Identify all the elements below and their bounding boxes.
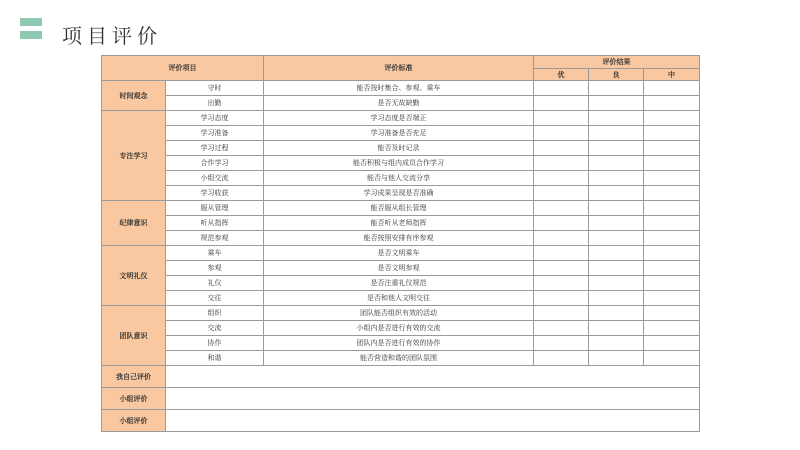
table-row [102, 111, 700, 126]
standard-cell: 能否积极与组内成员合作学习 [264, 156, 534, 171]
grade-cell-good[interactable] [589, 276, 644, 291]
grade-cell-medium[interactable] [644, 156, 700, 171]
grade-cell-good[interactable] [589, 171, 644, 186]
table-row [102, 171, 700, 186]
grade-cell-medium[interactable] [644, 201, 700, 216]
item-cell: 学习准备 [166, 126, 264, 141]
table-row [102, 276, 700, 291]
grade-cell-excellent[interactable] [534, 81, 589, 96]
grade-cell-excellent[interactable] [534, 351, 589, 366]
accent-bar [20, 31, 42, 39]
standard-cell: 是否无故缺勤 [264, 96, 534, 111]
grade-cell-excellent[interactable] [534, 201, 589, 216]
grade-cell-medium[interactable] [644, 186, 700, 201]
standard-cell: 是否文明乘车 [264, 246, 534, 261]
table-row [102, 126, 700, 141]
evaluation-row [102, 410, 700, 432]
evaluation-label: 小组评价 [102, 410, 166, 432]
category-cell: 团队意识 [102, 306, 166, 366]
grade-cell-excellent[interactable] [534, 231, 589, 246]
grade-cell-medium[interactable] [644, 336, 700, 351]
grade-cell-good[interactable] [589, 351, 644, 366]
header-grade-medium: 中 [644, 69, 700, 81]
header-item: 评价项目 [102, 56, 264, 81]
table-row [102, 261, 700, 276]
evaluation-table [101, 55, 700, 432]
item-cell: 出勤 [166, 96, 264, 111]
standard-cell: 能否与他人交流分享 [264, 171, 534, 186]
evaluation-row [102, 366, 700, 388]
item-cell: 学习过程 [166, 141, 264, 156]
standard-cell: 能否按时集合、参观、乘车 [264, 81, 534, 96]
item-cell: 学习态度 [166, 111, 264, 126]
grade-cell-excellent[interactable] [534, 306, 589, 321]
standard-cell: 是否和他人文明交往 [264, 291, 534, 306]
item-cell: 学习收获 [166, 186, 264, 201]
grade-cell-medium[interactable] [644, 231, 700, 246]
item-cell: 服从管理 [166, 201, 264, 216]
standard-cell: 团队内是否进行有效的协作 [264, 336, 534, 351]
table-row [102, 336, 700, 351]
table-row [102, 291, 700, 306]
standard-cell: 团队能否组织有效的活动 [264, 306, 534, 321]
grade-cell-medium[interactable] [644, 126, 700, 141]
grade-cell-good[interactable] [589, 81, 644, 96]
standard-cell: 能否按照安排有序参观 [264, 231, 534, 246]
grade-cell-excellent[interactable] [534, 276, 589, 291]
title-accent-bars [20, 18, 42, 52]
grade-cell-excellent[interactable] [534, 96, 589, 111]
grade-cell-excellent[interactable] [534, 126, 589, 141]
table-row [102, 96, 700, 111]
grade-cell-excellent[interactable] [534, 171, 589, 186]
grade-cell-good[interactable] [589, 291, 644, 306]
grade-cell-good[interactable] [589, 246, 644, 261]
page-title: 项目评价 [62, 24, 162, 48]
grade-cell-excellent[interactable] [534, 246, 589, 261]
grade-cell-excellent[interactable] [534, 111, 589, 126]
table-row [102, 216, 700, 231]
table-row [102, 81, 700, 96]
grade-cell-good[interactable] [589, 96, 644, 111]
grade-cell-excellent[interactable] [534, 261, 589, 276]
table-row [102, 321, 700, 336]
standard-cell: 学习成果呈现是否准确 [264, 186, 534, 201]
evaluation-label: 我自己评价 [102, 366, 166, 388]
item-cell: 守时 [166, 81, 264, 96]
grade-cell-excellent[interactable] [534, 156, 589, 171]
standard-cell: 小组内是否进行有效的交流 [264, 321, 534, 336]
header-result: 评价结果 [534, 56, 700, 69]
grade-cell-medium[interactable] [644, 291, 700, 306]
item-cell: 交流 [166, 321, 264, 336]
category-cell: 时间观念 [102, 81, 166, 111]
category-cell: 纪律意识 [102, 201, 166, 246]
table-row [102, 201, 700, 216]
grade-cell-good[interactable] [589, 156, 644, 171]
grade-cell-good[interactable] [589, 126, 644, 141]
item-cell: 参观 [166, 261, 264, 276]
grade-cell-medium[interactable] [644, 111, 700, 126]
grade-cell-medium[interactable] [644, 141, 700, 156]
table-row [102, 141, 700, 156]
evaluation-input-cell[interactable] [166, 366, 700, 388]
grade-cell-excellent[interactable] [534, 216, 589, 231]
grade-cell-excellent[interactable] [534, 336, 589, 351]
grade-cell-good[interactable] [589, 306, 644, 321]
grade-cell-medium[interactable] [644, 96, 700, 111]
table-row [102, 231, 700, 246]
item-cell: 乘车 [166, 246, 264, 261]
item-cell: 小组交流 [166, 171, 264, 186]
item-cell: 听从指挥 [166, 216, 264, 231]
table-body [102, 81, 700, 432]
grade-cell-good[interactable] [589, 186, 644, 201]
grade-cell-excellent[interactable] [534, 321, 589, 336]
grade-cell-good[interactable] [589, 231, 644, 246]
grade-cell-good[interactable] [589, 141, 644, 156]
grade-cell-excellent[interactable] [534, 141, 589, 156]
grade-cell-medium[interactable] [644, 216, 700, 231]
item-cell: 组织 [166, 306, 264, 321]
grade-cell-medium[interactable] [644, 321, 700, 336]
item-cell: 交往 [166, 291, 264, 306]
evaluation-input-cell[interactable] [166, 410, 700, 432]
header-grade-excellent: 优 [534, 69, 589, 81]
standard-cell: 是否注重礼仪规范 [264, 276, 534, 291]
evaluation-row [102, 388, 700, 410]
standard-cell: 能否营造和谐的团队氛围 [264, 351, 534, 366]
grade-cell-excellent[interactable] [534, 186, 589, 201]
category-cell: 专注学习 [102, 111, 166, 201]
grade-cell-good[interactable] [589, 261, 644, 276]
table-row [102, 306, 700, 321]
standard-cell: 能否服从组长管理 [264, 201, 534, 216]
table-row [102, 156, 700, 171]
standard-cell: 能否及时记录 [264, 141, 534, 156]
grade-cell-good[interactable] [589, 321, 644, 336]
grade-cell-medium[interactable] [644, 351, 700, 366]
standard-cell: 学习态度是否端正 [264, 111, 534, 126]
item-cell: 协作 [166, 336, 264, 351]
grade-cell-good[interactable] [589, 111, 644, 126]
item-cell: 规范参观 [166, 231, 264, 246]
header-grade-good: 良 [589, 69, 644, 81]
grade-cell-medium[interactable] [644, 261, 700, 276]
grade-cell-medium[interactable] [644, 246, 700, 261]
accent-bar [20, 18, 42, 26]
table-row [102, 351, 700, 366]
item-cell: 礼仪 [166, 276, 264, 291]
category-cell: 文明礼仪 [102, 246, 166, 306]
header-standard: 评价标准 [264, 56, 534, 81]
standard-cell: 学习准备是否充足 [264, 126, 534, 141]
standard-cell: 是否文明参观 [264, 261, 534, 276]
table-row [102, 186, 700, 201]
evaluation-input-cell[interactable] [166, 388, 700, 410]
grade-cell-good[interactable] [589, 201, 644, 216]
grade-cell-medium[interactable] [644, 276, 700, 291]
grade-cell-medium[interactable] [644, 306, 700, 321]
grade-cell-medium[interactable] [644, 171, 700, 186]
grade-cell-good[interactable] [589, 216, 644, 231]
item-cell: 合作学习 [166, 156, 264, 171]
grade-cell-excellent[interactable] [534, 291, 589, 306]
grade-cell-medium[interactable] [644, 81, 700, 96]
evaluation-label: 小组评价 [102, 388, 166, 410]
item-cell: 和谐 [166, 351, 264, 366]
grade-cell-good[interactable] [589, 336, 644, 351]
table-row [102, 246, 700, 261]
standard-cell: 能否听从老师指挥 [264, 216, 534, 231]
